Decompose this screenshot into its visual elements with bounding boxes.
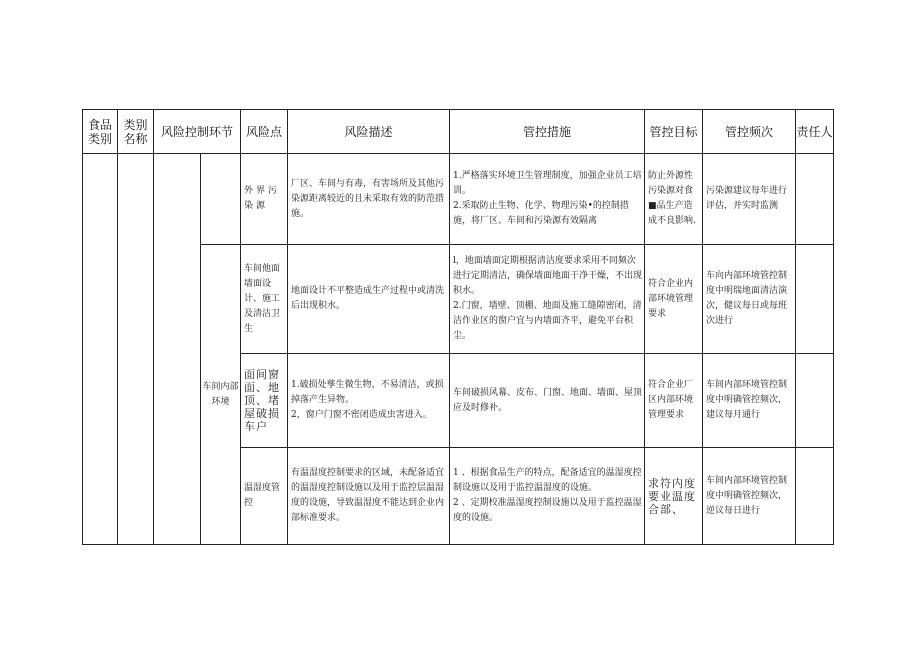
header-risk-description: 风险描述 <box>288 110 450 154</box>
food-category-cell <box>83 154 118 545</box>
risk-point-cell: 车间他面墙面设计、施工及清洁卫生 <box>241 245 288 354</box>
control-frequency-cell: 污染源建议每年进行评估，并实时监测 <box>703 154 796 245</box>
table-row <box>83 154 834 245</box>
control-measures-cell: 1.严格落实环境卫生管理制度，加强企业员工培训。 2.采取防止生物、化学、物理污染•的控制措施，将厂区、车间和污染源有效隔离 <box>450 154 645 245</box>
header-risk-point: 风险点 <box>241 110 288 154</box>
control-frequency-cell: 车间内部环境管控制度中明确管控频次，建议每月通行 <box>703 354 796 448</box>
control-measures-cell: l，地面墙面定期根据清洁度要求采用不同频次进行定期清洁，确保墙面地面干净干燥，不出现积水。 2.门窗，墙壁、顶棚、地面及施工缝隙密闭，清洁作业区的窗户宜与内墙面齐平，避免平台积尘。 <box>450 245 645 354</box>
responsible-cell <box>796 354 834 448</box>
header-control-frequency: 管控频次 <box>703 110 796 154</box>
header-responsible: 责任人 <box>796 110 834 154</box>
risk-control-table <box>82 109 834 545</box>
responsible-cell <box>796 154 834 245</box>
control-target-cell: 符合企业内部环境管理要求 <box>645 245 703 354</box>
sub-stage-cell <box>201 154 241 245</box>
workshop-environment-cell: 车间内部环境 <box>201 245 241 545</box>
header-control-stage: 风险控制环节 <box>154 110 241 154</box>
category-name-cell <box>118 154 154 545</box>
responsible-cell <box>796 448 834 545</box>
risk-point-cell: 外界污染源 <box>241 154 288 245</box>
control-frequency-cell: 车间内部环境管控制度中明确管控频次，逆议每日进行 <box>703 448 796 545</box>
control-target-cell: 防止外源性污染源对食■品生产造成不良影响. <box>645 154 703 245</box>
header-control-measures: 管控措施 <box>450 110 645 154</box>
control-measures-cell: 车间破损风幕、皮布、门窗、地面、墙面、屋顶应及时修补。 <box>450 354 645 448</box>
header-row <box>83 110 834 154</box>
header-category-name: 类别名称 <box>118 110 154 154</box>
control-target-cell: 符合企业厂区内部环境管理要求 <box>645 354 703 448</box>
header-food-category: 食品类别 <box>83 110 118 154</box>
control-measures-cell: 1 、根据食品生产的特点，配备适宜的温湿度控制设施以及用于监控温湿度的设施。 2 、定期校准温湿度控制设施以及用于监控温湿度的设施。 <box>450 448 645 545</box>
control-target-cell: 求符内度要业温度合部、 <box>645 448 703 545</box>
control-stage-cell <box>154 154 201 545</box>
risk-description-cell: 有温湿度控制要求的区域，未配备适宜的温湿度控制设施以及用于监控层温湿度的设施，导致温湿度不能达到企业内部标准要求。 <box>288 448 450 545</box>
risk-description-cell: 厂区、车间与有毒，有害场所及其他污染源距离较近的且未采取有效的防范措施。 <box>288 154 450 245</box>
risk-description-cell: 地面设计不平整造成生产过程中或清洗后出现积水。 <box>288 245 450 354</box>
control-frequency-cell: 车向内部环境管控制度中明瑞地面清洁演次，健议每日或每班次进行 <box>703 245 796 354</box>
header-control-target: 管控目标 <box>645 110 703 154</box>
risk-point-cell: 温湿度管控 <box>241 448 288 545</box>
risk-description-cell: 1.破损处孳生微生物，不易清洁，或损掉落产生异物。 2，窗户门窗不密闭造成虫害进入。 <box>288 354 450 448</box>
responsible-cell <box>796 245 834 354</box>
risk-point-cell: 面间窗面、地顶、堵屋破损车户 <box>241 354 288 448</box>
